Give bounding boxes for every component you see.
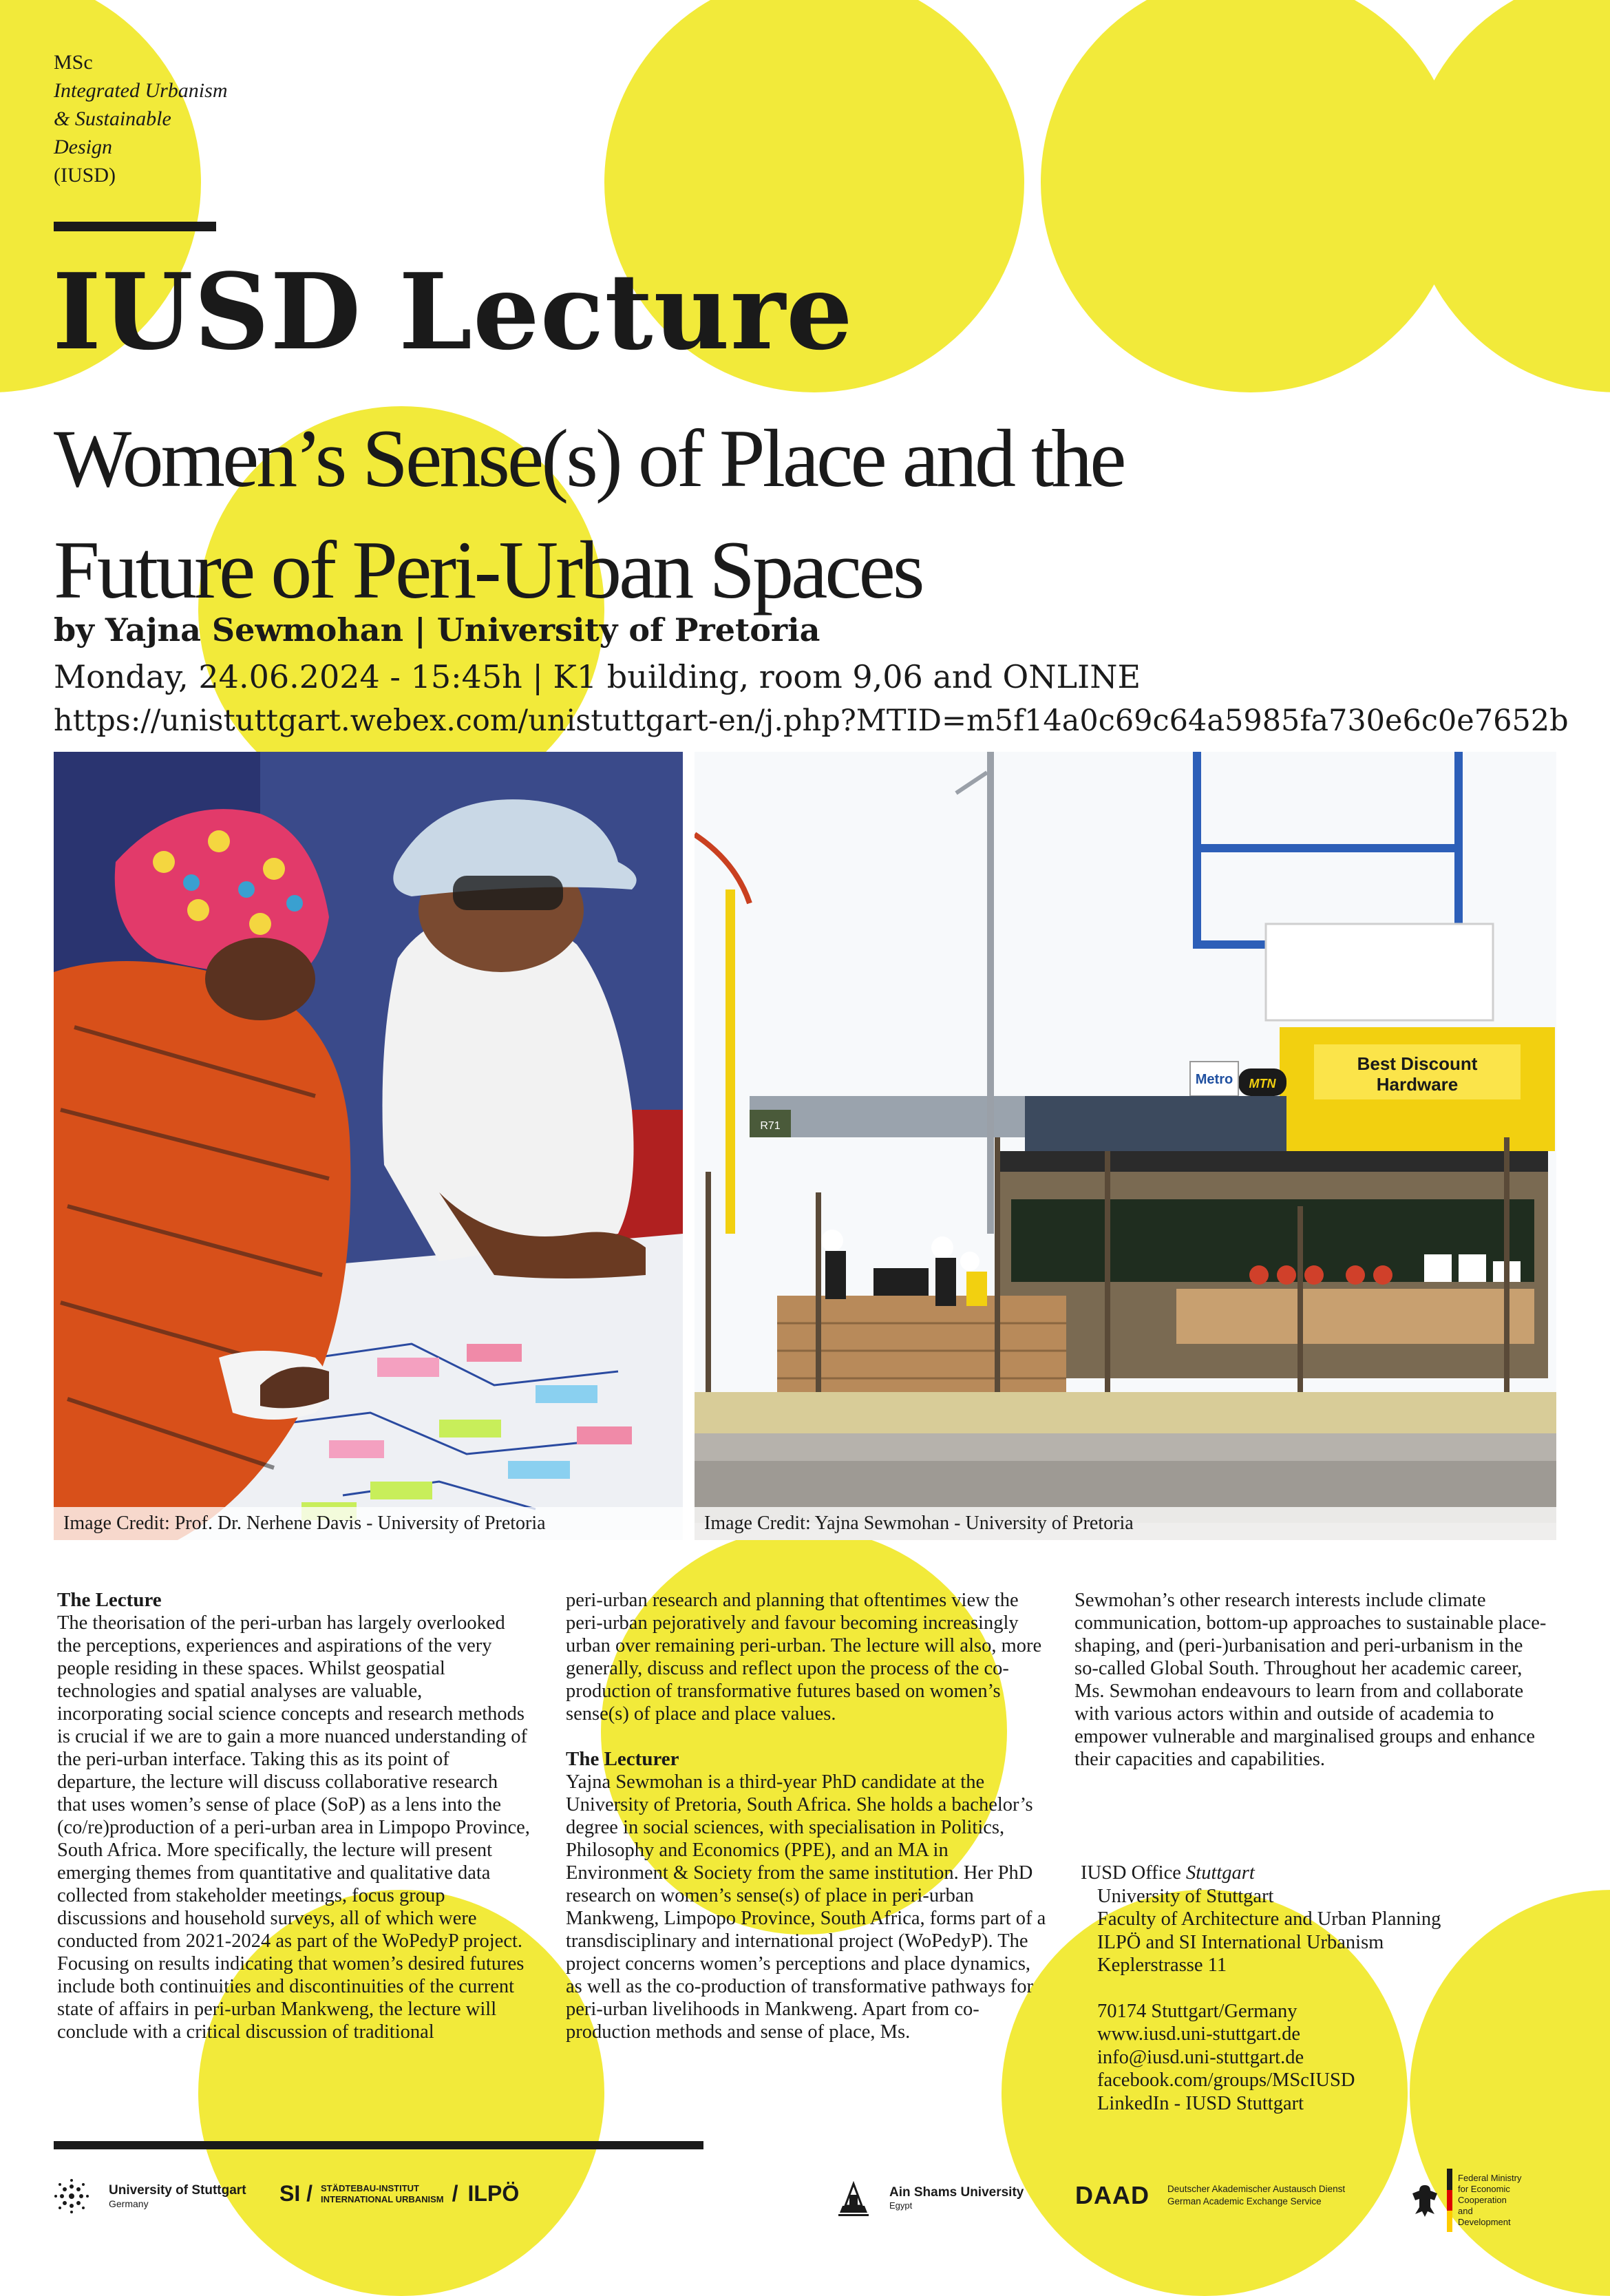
mtn-sign-text: MTN bbox=[1249, 1077, 1276, 1091]
talk-title-line: Future of Peri-Urban Spaces bbox=[54, 524, 922, 615]
german-flag bbox=[1447, 2169, 1452, 2232]
program-line: Integrated Urbanism bbox=[54, 79, 228, 102]
program-line: (IUSD) bbox=[54, 164, 116, 187]
ilpo-mark: ILPÖ bbox=[467, 2181, 520, 2206]
photo-credit: Image Credit: Prof. Dr. Nerhene Davis - University of Pretoria bbox=[54, 1507, 683, 1540]
program-line: MSc bbox=[54, 51, 93, 74]
photo-workshop bbox=[54, 752, 683, 1540]
talk-title-line: Women’s Sense(s) of Place and the bbox=[54, 412, 1124, 504]
slash: / bbox=[452, 2181, 458, 2206]
lecture-column-2 bbox=[566, 1589, 1049, 2043]
program-name bbox=[54, 48, 227, 189]
lecturer-heading: The Lecturer bbox=[566, 1748, 679, 1770]
top-divider bbox=[54, 222, 216, 231]
decor-circle bbox=[1408, 0, 1610, 392]
date-location: Monday, 24.06.2024 - 15:45h | K1 building, room 9,06 and ONLINE bbox=[54, 658, 1141, 695]
decor-circle bbox=[1041, 0, 1461, 392]
street-market-illustration bbox=[695, 752, 1556, 1540]
lecture-body: The theorisation of the peri-urban has largely overlooked the perceptions, experiences and aspirations of the very people residing in these spaces. Whilst geospatial technologies and spatial analyses are valuable, incorporating social science concepts and research methods is crucial if we are to gain a more nuanced understanding of the peri-urban interface. Taking this as its point of departure, the lecture will discuss collaborative research that uses women’s sense of place (SoP) as a lens into the (co/re)production of a peri-urban area in Limpopo Province, South Africa. More specifically, the lecture will present emerging themes from quantitative and qualitative data collected from stakeholder meetings, focus group discussions and household surveys, all of which were conducted from 2021-2024 as part of the WoPedyP project. Focusing on results indicating that women’s desired futures include both continuities and discontinuities of the current state of affairs in peri-urban Mankweng, the lecture will conclude with a critical discussion of traditional bbox=[57, 1612, 530, 2043]
office-city: Stuttgart bbox=[1186, 1862, 1255, 1884]
talk-title bbox=[54, 403, 1499, 626]
ain-shams-emblem-icon bbox=[836, 2178, 871, 2217]
ain-shams-name: Ain Shams University bbox=[889, 2184, 1024, 2200]
daad-line: Deutscher Akademischer Austausch Dienst bbox=[1167, 2184, 1346, 2194]
federal-eagle-icon bbox=[1410, 2181, 1440, 2220]
si-line: STÄDTEBAU-INSTITUT bbox=[321, 2182, 420, 2193]
road-sign-text: R71 bbox=[760, 1120, 781, 1132]
si-mark: SI / bbox=[279, 2181, 313, 2206]
lecturer-column bbox=[1074, 1589, 1549, 1771]
office-address bbox=[1081, 1862, 1441, 2115]
shop-sign-text: Best Discount bbox=[1357, 1053, 1478, 1074]
bmz-line: Cooperation bbox=[1458, 2195, 1507, 2205]
bmz-line: for Economic bbox=[1458, 2184, 1510, 2194]
photo-credit: Image Credit: Yajna Sewmohan - University of Pretoria bbox=[695, 1507, 1556, 1540]
uni-stuttgart-name: University of Stuttgart bbox=[109, 2183, 246, 2198]
facebook-link[interactable]: facebook.com/groups/MScIUSD bbox=[1097, 2069, 1355, 2091]
workshop-illustration bbox=[54, 752, 683, 1540]
shop-sign-text: Hardware bbox=[1376, 1074, 1459, 1095]
lecture-body-continued: peri-urban research and planning that oftentimes view the peri-urban pejoratively and favour becoming increasingly urban over remaining peri-urban. The lecture will also, more generally, discuss and reflect upon the process of the co-production of transformative futures based on women’s sense(s) of place and place values. bbox=[566, 1590, 1042, 1725]
program-line: & Sustainable bbox=[54, 107, 171, 130]
office-line: University of Stuttgart bbox=[1097, 1885, 1274, 1907]
daad-line: German Academic Exchange Service bbox=[1167, 2196, 1322, 2207]
bmz-line: Federal Ministry bbox=[1458, 2173, 1522, 2183]
lecturer-body: Yajna Sewmohan is a third-year PhD candidate at the University of Pretoria, South Africa. She holds a bachelor’s degree in social sciences, with specialisation in Politics, Philosophy and Economics (PPE), and an MA in Environment & Society from the same institution. Her PhD research on women’s sense(s) of place in peri-urban Mankweng, Limpopo Province, South Africa, forms part of a transdisciplinary and international project (WoPedyP). The project concerns women’s perceptions and place dynamics, as well as the co-production of transformative pathways for peri-urban livelihoods in Mankweng. Apart from co-production methods and sense of place, Ms. bbox=[566, 1771, 1046, 2043]
office-title bbox=[1081, 1862, 1441, 1885]
partner-logos bbox=[54, 2169, 1561, 2237]
bmz-line: and bbox=[1458, 2206, 1473, 2216]
uni-stuttgart-country: Germany bbox=[109, 2198, 149, 2209]
metro-sign-text: Metro bbox=[1195, 1072, 1233, 1087]
webex-link[interactable]: https://unistuttgart.webex.com/unistuttgart-en/j.php?MTID=m5f14a0c69c64a5985fa730e6c0e7652b bbox=[54, 704, 1569, 738]
lecture-heading: The Lecture bbox=[57, 1589, 162, 1611]
ain-shams-country: Egypt bbox=[889, 2200, 913, 2211]
logo-bmz bbox=[1410, 2169, 1521, 2232]
logo-ain-shams bbox=[836, 2178, 1024, 2217]
program-line: Design bbox=[54, 136, 112, 158]
office-label: IUSD Office bbox=[1081, 1862, 1181, 1884]
website-link[interactable]: www.iusd.uni-stuttgart.de bbox=[1097, 2023, 1300, 2045]
si-line: INTERNATIONAL URBANISM bbox=[321, 2193, 444, 2204]
logo-si bbox=[279, 2181, 519, 2207]
bmz-line: Development bbox=[1458, 2217, 1511, 2227]
photo-street-market bbox=[695, 752, 1556, 1540]
speaker-line: by Yajna Sewmohan | University of Pretoria bbox=[54, 611, 820, 649]
logo-university-stuttgart bbox=[54, 2178, 246, 2214]
email-link[interactable]: info@iusd.uni-stuttgart.de bbox=[1097, 2046, 1304, 2068]
daad-mark: DAAD bbox=[1075, 2181, 1150, 2209]
office-contact: 70174 Stuttgart/Germany bbox=[1097, 2000, 1297, 2022]
office-line: Keplerstrasse 11 bbox=[1097, 1955, 1227, 1976]
office-line: ILPÖ and SI International Urbanism bbox=[1097, 1931, 1384, 1953]
bottom-divider bbox=[54, 2141, 703, 2149]
office-line: Faculty of Architecture and Urban Planning bbox=[1097, 1908, 1441, 1930]
page-title: IUSD Lecture bbox=[52, 250, 854, 373]
lecturer-body-continued: Sewmohan’s other research interests include climate communication, bottom-up approaches to sustainable place-shaping, and (peri-)urbanisation and peri-urbanism in the so-called Global South. Throughout her academic career, Ms. Sewmohan endeavours to learn from and collaborate with various actors within and outside of academia to empower vulnerable and marginalised groups and enhance their capacities and capabilities. bbox=[1074, 1590, 1547, 1770]
linkedin-link[interactable]: LinkedIn - IUSD Stuttgart bbox=[1097, 2092, 1304, 2114]
logo-daad bbox=[1075, 2181, 1345, 2210]
lecture-column bbox=[57, 1589, 532, 2043]
university-stuttgart-icon bbox=[54, 2178, 89, 2214]
